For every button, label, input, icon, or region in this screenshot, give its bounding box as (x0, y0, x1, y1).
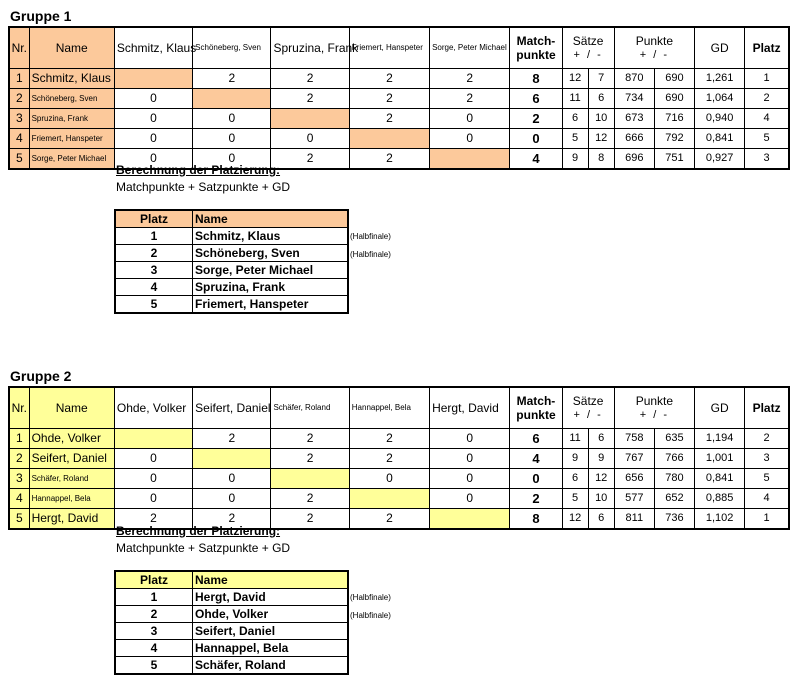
ranking-row (115, 657, 348, 675)
table-row (9, 489, 789, 509)
result-cell: 2 (430, 69, 510, 89)
result-cell: 2 (349, 69, 429, 89)
row-saetze-minus: 8 (588, 149, 614, 170)
row-gd: 0,841 (695, 129, 745, 149)
halbfinale-note: (Halbfinale) (350, 593, 391, 602)
row-punkte-minus: 635 (654, 429, 694, 449)
row-punkte-plus: 666 (614, 129, 654, 149)
row-nr: 1 (9, 429, 29, 449)
result-cell: 0 (193, 109, 271, 129)
result-cell: 0 (430, 109, 510, 129)
row-saetze-minus: 10 (588, 109, 614, 129)
header-saetze-label: Sätze (572, 394, 604, 408)
row-punkte-minus: 780 (654, 469, 694, 489)
row-gd: 1,064 (695, 89, 745, 109)
ranking-row (115, 262, 348, 279)
row-platz: 1 (745, 69, 789, 89)
row-matchpunkte: 4 (510, 449, 562, 469)
table-row (9, 69, 789, 89)
ranking-platz: 1 (115, 589, 193, 606)
ranking-header (115, 210, 348, 228)
ranking-row (115, 589, 348, 606)
berechnung-title: Berechnung der Platzierung: (116, 163, 281, 177)
header-opponent: Schmitz, Klaus (114, 27, 192, 69)
group1-ranking-table (114, 209, 349, 314)
header-row (9, 27, 789, 69)
result-cell: 0 (114, 129, 192, 149)
table-row (9, 429, 789, 449)
result-cell: 0 (430, 489, 510, 509)
result-cell: 0 (114, 469, 192, 489)
header-saetze-sub: + / - (573, 409, 603, 421)
header-row (9, 387, 789, 429)
header-punkte (614, 27, 694, 69)
row-matchpunkte: 6 (510, 429, 562, 449)
row-matchpunkte: 8 (510, 509, 562, 530)
row-nr: 2 (9, 449, 29, 469)
result-cell: 0 (193, 129, 271, 149)
row-punkte-plus: 577 (614, 489, 654, 509)
result-cell: 2 (271, 509, 349, 530)
header-matchpunkte (510, 27, 562, 69)
ranking-platz: 4 (115, 640, 193, 657)
result-cell: 0 (114, 149, 192, 170)
header-opponent: Hannappel, Bela (349, 387, 429, 429)
result-cell: 2 (349, 429, 429, 449)
row-saetze-minus: 10 (588, 489, 614, 509)
result-cell: 2 (271, 449, 349, 469)
group2-results-table (8, 386, 790, 530)
header-saetze (562, 387, 614, 429)
header-opponent: Friemert, Hanspeter (349, 27, 429, 69)
result-cell: 2 (271, 489, 349, 509)
result-cell: 0 (114, 109, 192, 129)
ranking-name: Schäfer, Roland (193, 657, 349, 675)
row-platz: 4 (745, 109, 789, 129)
header-punkte-label: Punkte (635, 34, 674, 48)
header-name: Name (29, 387, 114, 429)
result-cell: 2 (349, 509, 429, 530)
header-opponent: Schäfer, Roland (271, 387, 349, 429)
row-matchpunkte: 2 (510, 489, 562, 509)
ranking-header-platz: Platz (115, 210, 193, 228)
header-punkte-sub: + / - (639, 409, 670, 421)
row-punkte-minus: 652 (654, 489, 694, 509)
header-matchpunkte-line2: punkte (516, 48, 556, 62)
berechnung-title: Berechnung der Platzierung: (116, 524, 281, 538)
header-punkte-label: Punkte (635, 394, 674, 408)
row-platz: 4 (745, 489, 789, 509)
header-matchpunkte (510, 387, 562, 429)
row-punkte-plus: 734 (614, 89, 654, 109)
ranking-name: Schöneberg, Sven (193, 245, 349, 262)
result-cell: 2 (349, 449, 429, 469)
ranking-platz: 3 (115, 623, 193, 640)
header-punkte-sub: + / - (639, 49, 670, 61)
header-matchpunkte-line1: Match- (516, 34, 556, 48)
row-saetze-plus: 12 (562, 69, 588, 89)
row-gd: 1,102 (695, 509, 745, 530)
row-platz: 1 (745, 509, 789, 530)
ranking-platz: 1 (115, 228, 193, 245)
row-nr: 4 (9, 489, 29, 509)
result-cell: 0 (349, 469, 429, 489)
table-row (9, 89, 789, 109)
result-cell: 2 (193, 509, 271, 530)
ranking-name: Ohde, Volker (193, 606, 349, 623)
row-saetze-plus: 9 (562, 149, 588, 170)
row-punkte-minus: 736 (654, 509, 694, 530)
result-cell: 2 (271, 89, 349, 109)
row-saetze-minus: 9 (588, 449, 614, 469)
berechnung-formula: Matchpunkte + Satzpunkte + GD (116, 180, 291, 194)
table-row (9, 129, 789, 149)
self-cell (271, 469, 349, 489)
table-row (9, 109, 789, 129)
row-gd: 0,927 (695, 149, 745, 170)
row-platz: 5 (745, 469, 789, 489)
result-cell: 0 (114, 489, 192, 509)
row-name: Hergt, David (29, 509, 114, 530)
row-name: Spruzina, Frank (29, 109, 114, 129)
row-platz: 5 (745, 129, 789, 149)
row-matchpunkte: 8 (510, 69, 562, 89)
group2-ranking-table (114, 570, 349, 675)
row-saetze-plus: 11 (562, 429, 588, 449)
header-nr: Nr. (9, 27, 29, 69)
row-punkte-minus: 690 (654, 89, 694, 109)
result-cell: 0 (430, 449, 510, 469)
row-nr: 3 (9, 109, 29, 129)
result-cell: 0 (193, 149, 271, 170)
header-opponent: Schöneberg, Sven (193, 27, 271, 69)
halbfinale-note: (Halbfinale) (350, 250, 391, 259)
ranking-row (115, 245, 348, 262)
self-cell (193, 89, 271, 109)
row-platz: 2 (745, 429, 789, 449)
row-name: Friemert, Hanspeter (29, 129, 114, 149)
result-cell: 2 (271, 429, 349, 449)
result-cell: 2 (349, 149, 429, 170)
ranking-platz: 5 (115, 657, 193, 675)
row-gd: 0,940 (695, 109, 745, 129)
row-saetze-minus: 12 (588, 469, 614, 489)
row-matchpunkte: 0 (510, 129, 562, 149)
header-name: Name (29, 27, 114, 69)
ranking-platz: 5 (115, 296, 193, 314)
ranking-platz: 4 (115, 279, 193, 296)
header-platz: Platz (745, 387, 789, 429)
self-cell (114, 429, 192, 449)
ranking-row (115, 296, 348, 314)
table-row (9, 469, 789, 489)
row-nr: 2 (9, 89, 29, 109)
row-punkte-plus: 656 (614, 469, 654, 489)
ranking-header (115, 571, 348, 589)
row-name: Schöneberg, Sven (29, 89, 114, 109)
ranking-header-name: Name (193, 571, 349, 589)
group1-title: Gruppe 1 (10, 8, 72, 24)
row-saetze-plus: 11 (562, 89, 588, 109)
ranking-header-platz: Platz (115, 571, 193, 589)
self-cell (193, 449, 271, 469)
result-cell: 0 (430, 129, 510, 149)
row-saetze-minus: 6 (588, 429, 614, 449)
header-opponent: Hergt, David (430, 387, 510, 429)
row-punkte-minus: 751 (654, 149, 694, 170)
row-punkte-plus: 696 (614, 149, 654, 170)
row-nr: 3 (9, 469, 29, 489)
row-matchpunkte: 2 (510, 109, 562, 129)
header-nr: Nr. (9, 387, 29, 429)
ranking-platz: 2 (115, 245, 193, 262)
result-cell: 0 (114, 449, 192, 469)
row-saetze-plus: 6 (562, 469, 588, 489)
ranking-header-name: Name (193, 210, 349, 228)
row-gd: 0,841 (695, 469, 745, 489)
row-platz: 3 (745, 449, 789, 469)
ranking-platz: 2 (115, 606, 193, 623)
header-opponent: Seifert, Daniel (193, 387, 271, 429)
row-punkte-plus: 870 (614, 69, 654, 89)
header-gd: GD (695, 27, 745, 69)
ranking-row (115, 623, 348, 640)
self-cell (271, 109, 349, 129)
group1-results-table (8, 26, 790, 170)
header-saetze (562, 27, 614, 69)
row-punkte-plus: 767 (614, 449, 654, 469)
result-cell: 2 (114, 509, 192, 530)
row-punkte-plus: 673 (614, 109, 654, 129)
header-saetze-label: Sätze (572, 34, 604, 48)
row-matchpunkte: 6 (510, 89, 562, 109)
ranking-row (115, 279, 348, 296)
row-gd: 1,001 (695, 449, 745, 469)
header-matchpunkte-line2: punkte (516, 408, 556, 422)
row-punkte-plus: 811 (614, 509, 654, 530)
ranking-name: Seifert, Daniel (193, 623, 349, 640)
ranking-row (115, 640, 348, 657)
row-platz: 2 (745, 89, 789, 109)
row-punkte-minus: 690 (654, 69, 694, 89)
header-punkte (614, 387, 694, 429)
row-saetze-minus: 6 (588, 89, 614, 109)
row-name: Seifert, Daniel (29, 449, 114, 469)
ranking-name: Spruzina, Frank (193, 279, 349, 296)
result-cell: 2 (193, 69, 271, 89)
row-saetze-plus: 5 (562, 129, 588, 149)
row-saetze-plus: 12 (562, 509, 588, 530)
berechnung-formula: Matchpunkte + Satzpunkte + GD (116, 541, 291, 555)
row-name: Schmitz, Klaus (29, 69, 114, 89)
table-row (9, 449, 789, 469)
row-gd: 1,261 (695, 69, 745, 89)
row-matchpunkte: 0 (510, 469, 562, 489)
row-punkte-minus: 716 (654, 109, 694, 129)
self-cell (349, 489, 429, 509)
header-saetze-sub: + / - (573, 49, 603, 61)
row-punkte-minus: 766 (654, 449, 694, 469)
row-name: Hannappel, Bela (29, 489, 114, 509)
self-cell (430, 149, 510, 170)
ranking-name: Hannappel, Bela (193, 640, 349, 657)
header-opponent: Spruzina, Frank (271, 27, 349, 69)
row-name: Sorge, Peter Michael (29, 149, 114, 170)
result-cell: 0 (193, 469, 271, 489)
header-platz: Platz (745, 27, 789, 69)
row-saetze-minus: 7 (588, 69, 614, 89)
row-saetze-minus: 6 (588, 509, 614, 530)
result-cell: 2 (271, 69, 349, 89)
row-platz: 3 (745, 149, 789, 170)
group2-title: Gruppe 2 (10, 368, 72, 384)
row-nr: 1 (9, 69, 29, 89)
self-cell (430, 509, 510, 530)
result-cell: 2 (193, 429, 271, 449)
self-cell (349, 129, 429, 149)
row-nr: 5 (9, 149, 29, 170)
ranking-row (115, 606, 348, 623)
row-saetze-plus: 5 (562, 489, 588, 509)
row-nr: 4 (9, 129, 29, 149)
result-cell: 0 (114, 89, 192, 109)
result-cell: 2 (271, 149, 349, 170)
result-cell: 0 (271, 129, 349, 149)
row-gd: 0,885 (695, 489, 745, 509)
row-punkte-minus: 792 (654, 129, 694, 149)
halbfinale-note: (Halbfinale) (350, 232, 391, 241)
ranking-name: Friemert, Hanspeter (193, 296, 349, 314)
result-cell: 2 (349, 89, 429, 109)
row-gd: 1,194 (695, 429, 745, 449)
row-nr: 5 (9, 509, 29, 530)
ranking-platz: 3 (115, 262, 193, 279)
row-matchpunkte: 4 (510, 149, 562, 170)
result-cell: 0 (430, 429, 510, 449)
row-saetze-plus: 9 (562, 449, 588, 469)
header-matchpunkte-line1: Match- (516, 394, 556, 408)
header-opponent: Sorge, Peter Michael (430, 27, 510, 69)
row-name: Ohde, Volker (29, 429, 114, 449)
result-cell: 0 (193, 489, 271, 509)
result-cell: 2 (349, 109, 429, 129)
ranking-name: Hergt, David (193, 589, 349, 606)
header-gd: GD (695, 387, 745, 429)
row-saetze-minus: 12 (588, 129, 614, 149)
ranking-name: Schmitz, Klaus (193, 228, 349, 245)
header-opponent: Ohde, Volker (114, 387, 192, 429)
result-cell: 0 (430, 469, 510, 489)
row-saetze-plus: 6 (562, 109, 588, 129)
ranking-row (115, 228, 348, 245)
row-name: Schäfer, Roland (29, 469, 114, 489)
halbfinale-note: (Halbfinale) (350, 611, 391, 620)
ranking-name: Sorge, Peter Michael (193, 262, 349, 279)
result-cell: 2 (430, 89, 510, 109)
self-cell (114, 69, 192, 89)
row-punkte-plus: 758 (614, 429, 654, 449)
